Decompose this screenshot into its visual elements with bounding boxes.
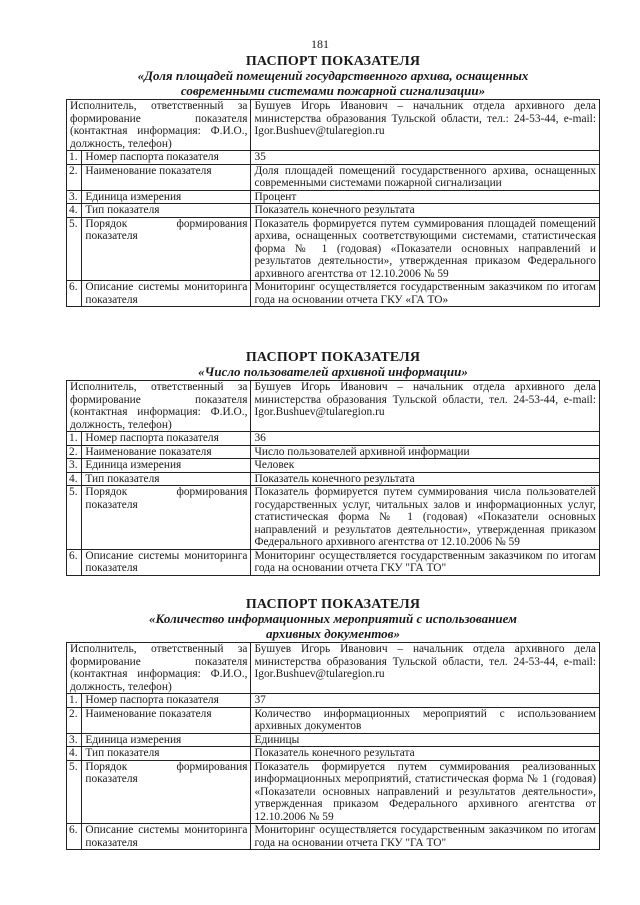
row-number: 4. (67, 472, 82, 486)
row-label: Описание системы мониторинга показателя (82, 549, 251, 575)
passport-table (66, 99, 600, 307)
row-number: 2. (67, 707, 82, 733)
row-number: 6. (67, 549, 82, 575)
executor-row (67, 643, 600, 694)
table-row (67, 164, 600, 190)
row-number: 5. (67, 486, 82, 550)
executor-label: Исполнитель, ответственный за формирование показателя (контактная информация: Ф.И.О., должность, телефон) (67, 643, 251, 694)
row-value: Доля площадей помещений государственного архива, оснащенных современными системами пожарной сигнализации (251, 164, 600, 190)
table-row (67, 747, 600, 761)
table-row (67, 190, 600, 204)
table-row (67, 694, 600, 708)
row-value: Процент (251, 190, 600, 204)
row-value: 35 (251, 151, 600, 165)
passport-subtitle-line: «Количество информационных мероприятий с использованием (149, 611, 517, 626)
passport-37 (66, 597, 600, 850)
executor-value: Бушуев Игорь Иванович – начальник отдела архивного дела министерства образования Тульской области, тел. 24-53-44, e-mail: Igor.Bushuev@tularegion.ru (251, 381, 600, 432)
row-value: Показатель формируется путем суммирования числа пользователей государственных услуг, читальных залов и информационных услуг, статистическая форма № 1 (годовая) «Показатели основных направлений и результатов деятельности», утвержденная приказом Федерального архивного агентства от 12.10.2006 № 59 (251, 486, 600, 550)
table-row (67, 760, 600, 824)
page-number: 181 (311, 37, 329, 51)
row-label: Номер паспорта показателя (82, 694, 251, 708)
table-row (67, 432, 600, 446)
row-label: Единица измерения (82, 190, 251, 204)
table-row (67, 486, 600, 550)
row-label: Описание системы мониторинга показателя (82, 824, 251, 850)
row-number: 2. (67, 445, 82, 459)
row-label: Наименование показателя (82, 164, 251, 190)
executor-value: Бушуев Игорь Иванович – начальник отдела архивного дела министерства образования Тульской области, тел. 24-53-44, e-mail: Igor.Bushuev@tularegion.ru (251, 643, 600, 694)
passport-title: ПАСПОРТ ПОКАЗАТЕЛЯ (245, 350, 421, 365)
table-row (67, 281, 600, 307)
executor-label: Исполнитель, ответственный за формирование показателя (контактная информация: Ф.И.О., должность, телефон) (67, 100, 251, 151)
passport-title: ПАСПОРТ ПОКАЗАТЕЛЯ (245, 597, 421, 612)
row-value: Мониторинг осуществляется государственным заказчиком по итогам года на основании отчета ГКУ «ГА ТО» (251, 281, 600, 307)
passport-table (66, 642, 600, 850)
row-value: Мониторинг осуществляется государственным заказчиком по итогам года на основании отчета ГКУ "ГА ТО" (251, 824, 600, 850)
passport-subtitle-line: «Число пользователей архивной информации» (198, 364, 468, 379)
row-value: Мониторинг осуществляется государственным заказчиком по итогам года на основании отчета ГКУ "ГА ТО" (251, 549, 600, 575)
row-number: 1. (67, 432, 82, 446)
row-label: Наименование показателя (82, 445, 251, 459)
row-number: 6. (67, 824, 82, 850)
row-label: Единица измерения (82, 733, 251, 747)
table-row (67, 151, 600, 165)
table-row (67, 472, 600, 486)
table-row (67, 707, 600, 733)
row-number: 3. (67, 190, 82, 204)
passport-title: ПАСПОРТ ПОКАЗАТЕЛЯ (245, 54, 421, 69)
table-row (67, 459, 600, 473)
row-value: Количество информационных мероприятий с использованием архивных документов (251, 707, 600, 733)
row-value: Человек (251, 459, 600, 473)
row-value: Единицы (251, 733, 600, 747)
passport-table (66, 380, 600, 576)
passport-35 (66, 54, 600, 307)
row-label: Тип показателя (82, 204, 251, 218)
row-number: 2. (67, 164, 82, 190)
row-label: Порядок формирования показателя (82, 217, 251, 281)
table-row (67, 824, 600, 850)
passport-36 (66, 350, 600, 576)
executor-value: Бушуев Игорь Иванович – начальник отдела архивного дела министерства образования Тульской области, тел.: 24-53-44, e-mail: Igor.Bushuev@tularegion.ru (251, 100, 600, 151)
row-value: Показатель конечного результата (251, 747, 600, 761)
row-label: Номер паспорта показателя (82, 151, 251, 165)
row-number: 4. (67, 204, 82, 218)
row-label: Наименование показателя (82, 707, 251, 733)
row-label: Описание системы мониторинга показателя (82, 281, 251, 307)
passport-subtitle-line: архивных документов» (266, 626, 400, 641)
row-number: 5. (67, 760, 82, 824)
row-value: Число пользователей архивной информации (251, 445, 600, 459)
row-value: 36 (251, 432, 600, 446)
row-label: Порядок формирования показателя (82, 760, 251, 824)
row-label: Номер паспорта показателя (82, 432, 251, 446)
row-value: Показатель формируется путем суммирования площадей помещений архива, оснащенных соответствующими системами, статистическая форма № 1 (годовая) «Показатели основных направлений и результатов деятельности», утвержденная приказом Федерального архивного агентства от 12.10.2006 № 59 (251, 217, 600, 281)
executor-row (67, 381, 600, 432)
table-row (67, 549, 600, 575)
row-label: Тип показателя (82, 747, 251, 761)
row-value: 37 (251, 694, 600, 708)
row-value: Показатель конечного результата (251, 472, 600, 486)
row-number: 6. (67, 281, 82, 307)
table-row (67, 733, 600, 747)
row-number: 4. (67, 747, 82, 761)
row-number: 5. (67, 217, 82, 281)
table-row (67, 204, 600, 218)
row-value: Показатель конечного результата (251, 204, 600, 218)
table-row (67, 445, 600, 459)
row-number: 1. (67, 151, 82, 165)
executor-row (67, 100, 600, 151)
row-number: 1. (67, 694, 82, 708)
executor-label: Исполнитель, ответственный за формирование показателя (контактная информация: Ф.И.О., должность, телефон) (67, 381, 251, 432)
row-value: Показатель формируется путем суммирования реализованных информационных мероприятий, статистическая форма № 1 (годовая) «Показатели основных направлений и результатов деятельности», утвержденная приказом Федерального архивного агентства от 12.10.2006 № 59 (251, 760, 600, 824)
row-number: 3. (67, 733, 82, 747)
passport-subtitle-line: современными системами пожарной сигнализации» (180, 83, 486, 98)
table-row (67, 217, 600, 281)
row-number: 3. (67, 459, 82, 473)
row-label: Тип показателя (82, 472, 251, 486)
row-label: Порядок формирования показателя (82, 486, 251, 550)
passport-subtitle-line: «Доля площадей помещений государственного архива, оснащенных (137, 68, 529, 83)
row-label: Единица измерения (82, 459, 251, 473)
